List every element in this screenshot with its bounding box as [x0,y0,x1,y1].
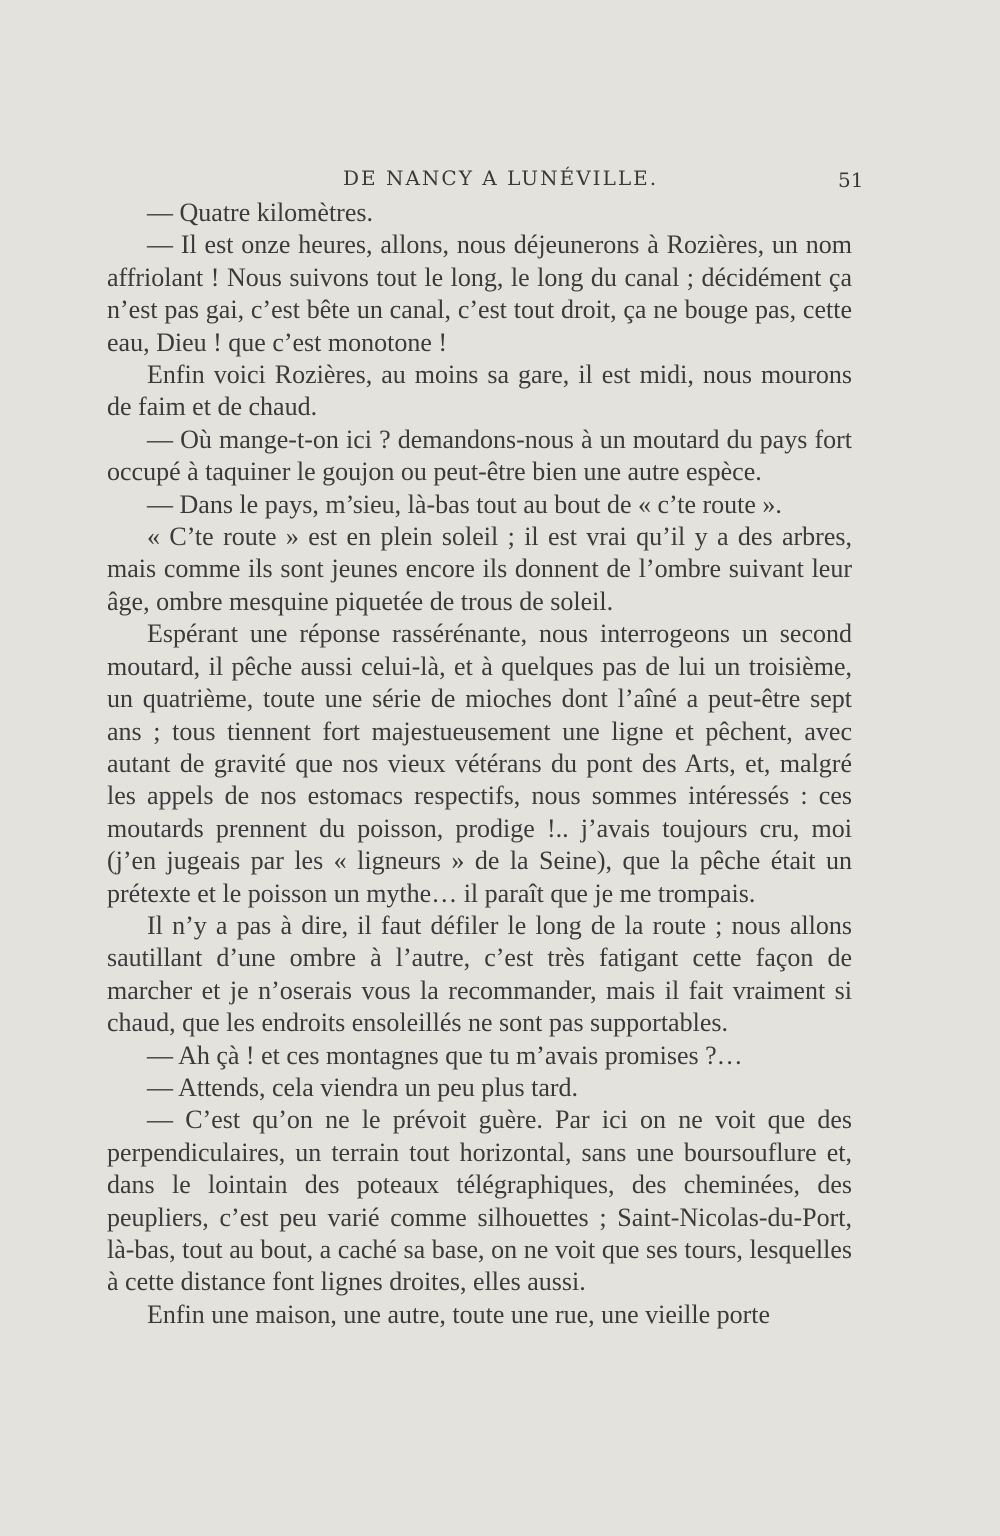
page-header [0,160,1000,200]
paragraph: Il n’y a pas à dire, il faut défiler le long de la route ; nous allons sautillant d’une ombre à l’autre, c’est très fatigant cette façon de marcher et je n’oserais vous la recommander, mais il fait vraiment si chaud, que les endroits ensoleillés ne sont pas supportables. [107,910,852,1038]
paragraph: Espérant une réponse rassérénante, nous interrogeons un second moutard, il pêche aussi celui-là, et à quelques pas de lui un troisième, un quatrième, toute une série de mioches dont l’aîné a peut-être sept ans ; tous tiennent fort majestueusement une ligne et pêchent, avec autant de gravité que nos vieux vétérans du pont des Arts, et, malgré les appels de nos estomacs respectifs, nous sommes intéressés : ces moutards prennent du poisson, prodige !.. j’avais toujours cru, moi (j’en jugeais par les « ligneurs » de la Seine), que la pêche était un prétexte et le poisson un mythe… il paraît que je me trompais. [107,619,852,908]
paragraph: Enfin une maison, une autre, toute une rue, une vieille porte [147,1299,771,1329]
paragraph: — Quatre kilomètres. [147,198,373,227]
paragraph: — C’est qu’on ne le prévoit guère. Par ici on ne voit que des perpendiculaires, un terrain tout horizontal, sans une boursouflure et, dans le lointain des poteaux télégraphiques, des cheminées, des peupliers, c’est peu varié comme silhouettes ; Saint-Nicolas-du-Port, là-bas, tout au bout, a caché sa base, on ne voit que ses tours, lesquelles à cette distance font lignes droites, elles aussi. [107,1105,852,1297]
paragraph: — Il est onze heures, allons, nous déjeunerons à Rozières, un nom affriolant ! Nous suivons tout le long, le long du canal ; décidément ça n’est pas gai, c’est bête un canal, c’est tout droit, ça ne bouge pas, cette eau, Dieu ! que c’est monotone ! [107,230,852,357]
paragraph: — Ah çà ! et ces montagnes que tu m’avais promises ?… [147,1040,743,1070]
page-number: 51 [838,168,864,192]
paragraph: — Où mange-t-on ici ? demandons-nous à un moutard du pays fort occupé à taquiner le goujon ou peut-être bien une autre espèce. [107,424,852,487]
paragraph: — Dans le pays, m’sieu, là-bas tout au bout de « c’te route ». [147,489,782,519]
paragraph: « C’te route » est en plein soleil ; il est vrai qu’il y a des arbres, mais comme ils sont jeunes encore ils donnent de l’ombre suivant leur âge, ombre mesquine piquetée de trous de soleil. [107,522,852,616]
paragraph: Enfin voici Rozières, au moins sa gare, il est midi, nous mourons de faim et de chaud. [107,360,852,422]
paragraph: — Attends, cela viendra un peu plus tard. [147,1072,579,1102]
body-text [107,197,852,1331]
running-title: DE NANCY A LUNÉVILLE. [343,166,659,190]
